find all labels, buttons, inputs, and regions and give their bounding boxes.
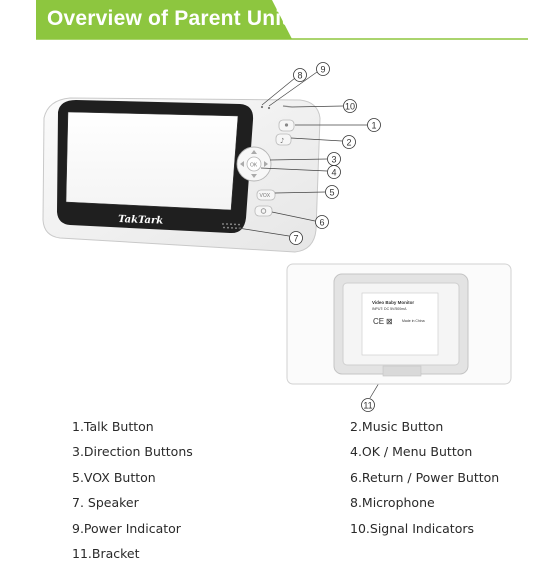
- callout-8: [294, 69, 307, 82]
- callout-2: [343, 136, 356, 149]
- svg-text:7: 7: [293, 233, 299, 244]
- svg-text:OK: OK: [250, 162, 258, 169]
- legend-item-music-button: 2.Music Button: [350, 419, 444, 434]
- legend-item-direction-buttons: 3.Direction Buttons: [72, 444, 193, 459]
- legend-item-return-power-button: 6.Return / Power Button: [350, 470, 500, 485]
- svg-text:Video Baby Monitor: Video Baby Monitor: [372, 300, 415, 305]
- brand-logo: TakTark: [117, 214, 164, 227]
- svg-text:⊠: ⊠: [386, 317, 393, 326]
- legend-item-speaker: 7. Speaker: [72, 495, 139, 510]
- svg-text:4: 4: [331, 167, 337, 178]
- display-screen: [66, 112, 238, 210]
- talk-button[interactable]: [279, 120, 294, 131]
- svg-text:VOX: VOX: [259, 193, 271, 199]
- power-indicator: [268, 107, 270, 109]
- callout-1: [368, 119, 381, 132]
- svg-text:10: 10: [344, 101, 356, 112]
- callout-7: [290, 232, 303, 245]
- svg-text:3: 3: [331, 154, 337, 165]
- callout-6: [316, 216, 329, 229]
- callout-9: [317, 63, 330, 76]
- legend-item-vox-button: 5.VOX Button: [72, 470, 156, 485]
- legend-item-microphone: 8.Microphone: [350, 495, 435, 510]
- svg-text:INPUT: DC 5V/500mA: INPUT: DC 5V/500mA: [372, 307, 407, 311]
- ce-mark: CE: [373, 317, 385, 326]
- callout-3: [328, 153, 341, 166]
- svg-text:5: 5: [329, 187, 335, 198]
- return-power-button[interactable]: [255, 206, 272, 216]
- svg-text:6: 6: [319, 217, 325, 228]
- parent-unit-back-view: [287, 264, 511, 384]
- legend-item-ok-menu-button: 4.OK / Menu Button: [350, 444, 473, 459]
- svg-text:2: 2: [346, 137, 352, 148]
- legend-item-bracket: 11.Bracket: [72, 546, 140, 561]
- callout-11: [362, 399, 375, 412]
- legend-item-talk-button: 1.Talk Button: [72, 419, 154, 434]
- svg-text:Made in China: Made in China: [402, 319, 425, 323]
- legend-item-power-indicator: 9.Power Indicator: [72, 521, 181, 536]
- ok-menu-button[interactable]: [247, 157, 261, 171]
- parent-unit-front-view: [43, 98, 320, 252]
- music-button[interactable]: [276, 134, 291, 145]
- callout-4: [328, 166, 341, 179]
- svg-text:8: 8: [297, 70, 303, 81]
- product-label: [362, 293, 438, 355]
- microphone: [261, 106, 263, 108]
- legend-item-signal-indicators: 10.Signal Indicators: [350, 521, 474, 536]
- callout-10: [344, 100, 357, 113]
- svg-text:♪: ♪: [280, 137, 285, 145]
- callout-5: [326, 186, 339, 199]
- svg-text:9: 9: [320, 64, 326, 75]
- page-title: Overview of Parent Unit: [47, 7, 289, 30]
- svg-text:11: 11: [363, 400, 373, 411]
- vox-button[interactable]: [257, 190, 275, 200]
- svg-text:1: 1: [371, 120, 377, 131]
